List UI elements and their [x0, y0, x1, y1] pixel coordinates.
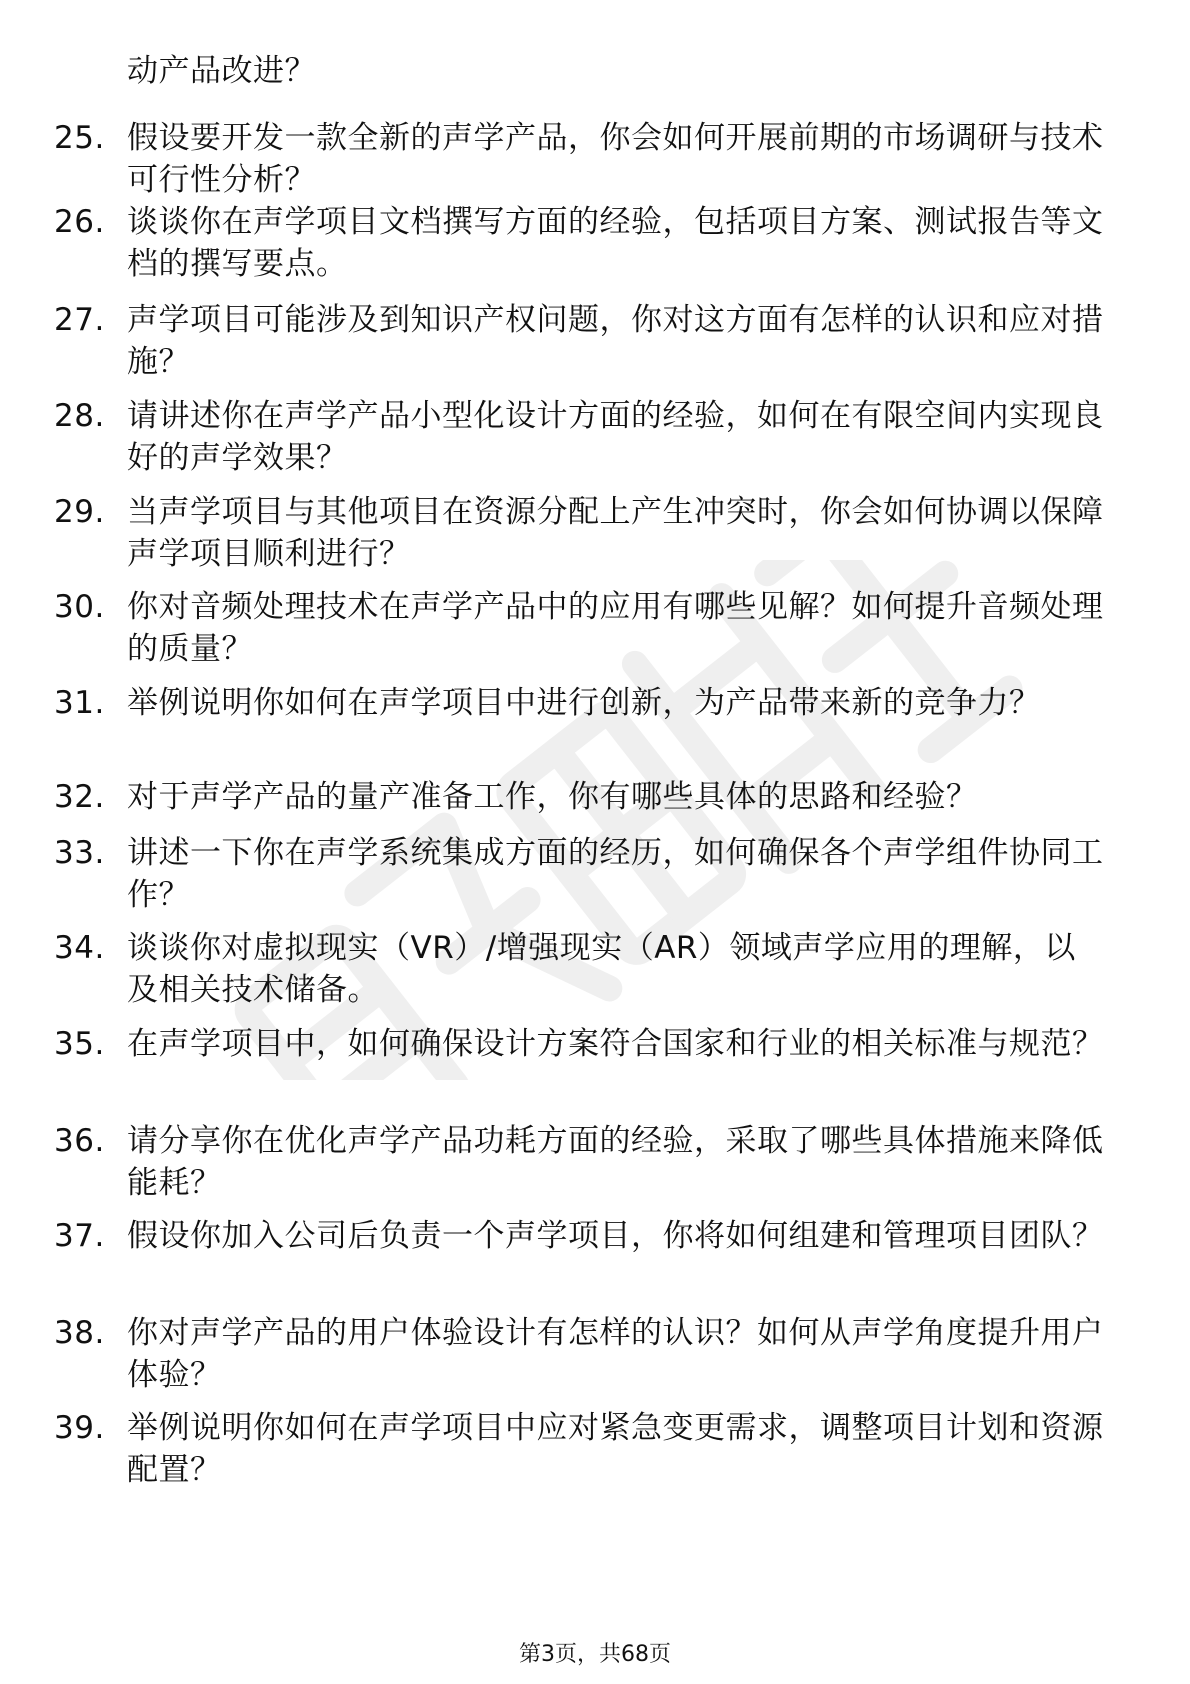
question-text: 请讲述你在声学产品小型化设计方面的经验，如何在有限空间内实现良好的声学效果？	[127, 398, 1104, 476]
question-number: 27.	[54, 302, 105, 338]
question-number: 32.	[54, 779, 105, 815]
question-text: 谈谈你对虚拟现实（VR）/增强现实（AR）领域声学应用的理解，以及相关技术储备。	[127, 930, 1076, 1008]
question-number: 28.	[54, 398, 105, 434]
question-text: 对于声学产品的量产准备工作，你有哪些具体的思路和经验？	[127, 779, 978, 815]
question-text: 请分享你在优化声学产品功耗方面的经验，采取了哪些具体措施来降低能耗？	[127, 1123, 1104, 1201]
question-number: 33.	[54, 835, 105, 871]
question-text: 举例说明你如何在声学项目中进行创新，为产品带来新的竞争力？	[127, 685, 1041, 721]
question-number: 26.	[54, 204, 105, 240]
question-text: 声学项目可能涉及到知识产权问题，你对这方面有怎样的认识和应对措施？	[127, 302, 1104, 380]
question-text: 假设要开发一款全新的声学产品，你会如何开展前期的市场调研与技术可行性分析？	[127, 120, 1104, 198]
question-number: 34.	[54, 930, 105, 966]
question-number: 38.	[54, 1315, 105, 1351]
question-text: 你对音频处理技术在声学产品中的应用有哪些见解？如何提升音频处理的质量？	[127, 589, 1104, 667]
question-number: 39.	[54, 1410, 105, 1446]
question-number: 29.	[54, 494, 105, 530]
question-text: 假设你加入公司后负责一个声学项目，你将如何组建和管理项目团队？	[127, 1218, 1104, 1254]
question-text: 在声学项目中，如何确保设计方案符合国家和行业的相关标准与规范？	[127, 1026, 1104, 1062]
question-number: 31.	[54, 685, 105, 721]
question-number: 36.	[54, 1123, 105, 1159]
continued-question-text: 动产品改进？	[127, 53, 316, 89]
question-number: 37.	[54, 1218, 105, 1254]
question-number: 30.	[54, 589, 105, 625]
question-number: 25.	[54, 120, 105, 156]
question-text: 讲述一下你在声学系统集成方面的经历，如何确保各个声学组件协同工作？	[127, 835, 1104, 913]
question-text: 当声学项目与其他项目在资源分配上产生冲突时，你会如何协调以保障声学项目顺利进行？	[127, 494, 1104, 572]
question-number: 35.	[54, 1026, 105, 1062]
question-text: 举例说明你如何在声学项目中应对紧急变更需求，调整项目计划和资源配置？	[127, 1410, 1104, 1488]
question-text: 谈谈你在声学项目文档撰写方面的经验，包括项目方案、测试报告等文档的撰写要点。	[127, 204, 1104, 282]
page-number-footer: 第3页，共68页	[519, 1642, 671, 1667]
question-text: 你对声学产品的用户体验设计有怎样的认识？如何从声学角度提升用户体验？	[127, 1315, 1104, 1393]
